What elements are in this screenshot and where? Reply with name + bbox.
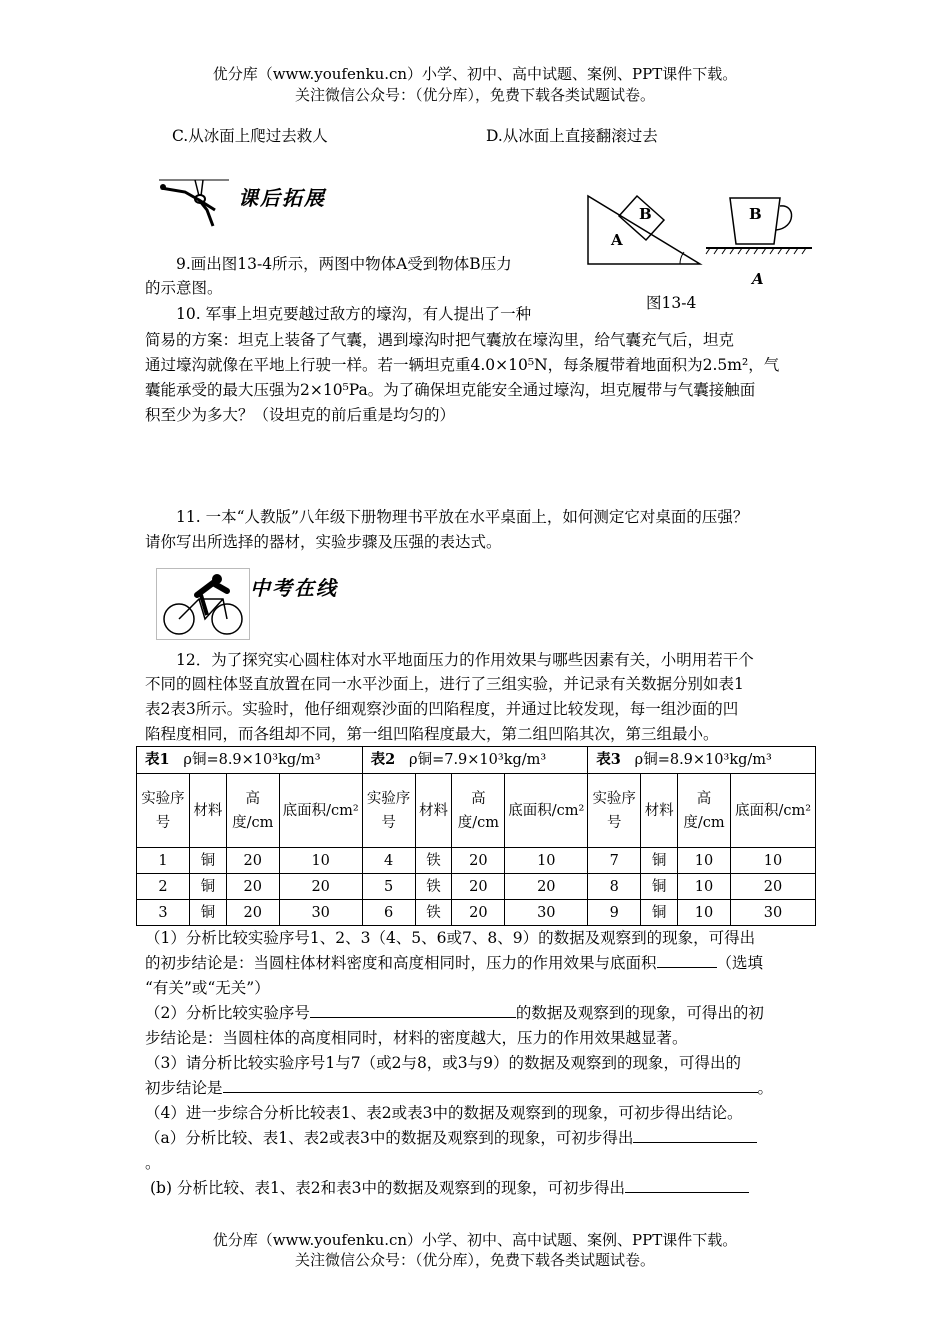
s1-line-1: （1）分析比较实验序号1、2、3（4、5、6或7、8、9）的数据及观察到的现象，可得出 bbox=[145, 929, 756, 947]
table-row bbox=[137, 874, 816, 900]
table-cell: 铜 bbox=[189, 874, 226, 900]
q10-line-1: 10. 军事上坦克要越过敌方的壕沟，有人提出了一种 bbox=[176, 305, 532, 323]
answer-blank[interactable] bbox=[633, 1128, 757, 1143]
col-header-material: 材料 bbox=[641, 774, 678, 848]
table-cell: 3 bbox=[137, 900, 190, 926]
figure-label-b2: B bbox=[749, 205, 762, 223]
q9-line-1: 9.画出图13-4所示，两图中物体A受到物体B压力 bbox=[176, 255, 512, 273]
table-cell: 20 bbox=[452, 900, 505, 926]
table-cell: 9 bbox=[588, 900, 641, 926]
table-group-header-row bbox=[137, 747, 816, 774]
q9-line-2: 的示意图。 bbox=[145, 279, 223, 297]
answer-blank[interactable] bbox=[657, 953, 717, 968]
section-title-extension: 课后拓展 bbox=[238, 186, 326, 210]
table-3-title: 表3 ρ铜=8.9×10³kg/m³ bbox=[588, 747, 816, 774]
table-cell: 铜 bbox=[189, 848, 226, 874]
s4-line: （4）进一步综合分析比较表1、表2或表3中的数据及观察到的现象，可初步得出结论。 bbox=[145, 1104, 743, 1122]
table-row bbox=[137, 848, 816, 874]
q11-line-1: 11. 一本“人教版”八年级下册物理书平放在水平桌面上，如何测定它对桌面的压强？ bbox=[176, 508, 749, 526]
answer-blank[interactable] bbox=[223, 1078, 758, 1093]
table-cell: 10 bbox=[731, 848, 816, 874]
col-header-area: 底面积/cm² bbox=[505, 774, 588, 848]
header-line-2: 关注微信公众号：（优分库），免费下载各类试题试卷。 bbox=[294, 86, 655, 104]
q11-line-2: 请你写出所选择的器材，实验步骤及压强的表达式。 bbox=[145, 533, 502, 551]
q12-line-1: 12．为了探究实心圆柱体对水平地面压力的作用效果与哪些因素有关，小明用若干个 bbox=[176, 651, 754, 669]
answer-blank[interactable] bbox=[625, 1178, 749, 1193]
q10-line-3: 通过壕沟就像在平地上行驶一样。若一辆坦克重4.0×10⁵N，每条履带着地面积为2.5m²，气 bbox=[145, 356, 780, 374]
table-cell: 8 bbox=[588, 874, 641, 900]
s4b-line: (b) 分析比较、表1、表2和表3中的数据及观察到的现象，可初步得出 bbox=[150, 1176, 749, 1201]
table-cell: 30 bbox=[731, 900, 816, 926]
col-header-area: 底面积/cm² bbox=[731, 774, 816, 848]
table-body bbox=[137, 848, 816, 926]
section-title-exam: 中考在线 bbox=[250, 576, 338, 600]
table-cell: 2 bbox=[137, 874, 190, 900]
s3-line-1: （3）请分析比较实验序号1与7（或2与8，或3与9）的数据及观察到的现象，可得出的 bbox=[145, 1054, 742, 1072]
table-cell: 10 bbox=[678, 848, 731, 874]
table-cell: 10 bbox=[279, 848, 362, 874]
table-cell: 铜 bbox=[641, 848, 678, 874]
figure-label-a2: A bbox=[752, 270, 764, 288]
col-header-height: 高度/cm bbox=[452, 774, 505, 848]
table-cell: 5 bbox=[362, 874, 415, 900]
table-cell: 20 bbox=[731, 874, 816, 900]
table-cell: 铁 bbox=[415, 848, 452, 874]
q10-line-2: 简易的方案：坦克上装备了气囊，遇到壕沟时把气囊放在壕沟里，给气囊充气后，坦克 bbox=[145, 331, 735, 349]
s1-line-3: “有关”或“无关”） bbox=[145, 979, 270, 997]
figure-caption: 图13-4 bbox=[646, 294, 697, 312]
table-cell: 铁 bbox=[415, 900, 452, 926]
table-cell: 4 bbox=[362, 848, 415, 874]
header-line-1: 优分库（www.youfenku.cn）小学、初中、高中试题、案例、PPT课件下载。 bbox=[212, 65, 738, 83]
table-cell: 6 bbox=[362, 900, 415, 926]
table-cell: 10 bbox=[678, 874, 731, 900]
table-cell: 7 bbox=[588, 848, 641, 874]
data-table bbox=[136, 746, 816, 926]
q10-line-4: 囊能承受的最大压强为2×10⁵Pa。为了确保坦克能安全通过壕沟，坦克履带与气囊接触面 bbox=[145, 381, 756, 399]
table-cell: 10 bbox=[505, 848, 588, 874]
col-header-height: 高度/cm bbox=[226, 774, 279, 848]
table-cell: 20 bbox=[226, 848, 279, 874]
col-header-material: 材料 bbox=[415, 774, 452, 848]
option-d: D.从冰面上直接翻滚过去 bbox=[486, 127, 658, 145]
table-2-title: 表2 ρ铜=7.9×10³kg/m³ bbox=[362, 747, 588, 774]
table-cell: 铜 bbox=[189, 900, 226, 926]
s1-line-2: 的初步结论是：当圆柱体材料密度和高度相同时，压力的作用效果与底面积 （选填 bbox=[145, 954, 764, 972]
q12-line-4: 陷程度相同，而各组却不同，第一组凹陷程度最大，第二组凹陷其次，第三组最小。 bbox=[145, 725, 719, 743]
col-header-serial: 实验序号 bbox=[588, 774, 641, 848]
table-cell: 30 bbox=[505, 900, 588, 926]
table-cell: 20 bbox=[505, 874, 588, 900]
table-cell: 1 bbox=[137, 848, 190, 874]
gymnast-icon bbox=[155, 166, 233, 230]
col-header-height: 高度/cm bbox=[678, 774, 731, 848]
table-cell: 铜 bbox=[641, 874, 678, 900]
table-row bbox=[137, 900, 816, 926]
figure-label-a: A bbox=[611, 231, 623, 249]
footer-line-2: 关注微信公众号：（优分库），免费下载各类试题试卷。 bbox=[294, 1251, 655, 1269]
figure-label-b: B bbox=[639, 205, 652, 223]
s2-line-1: （2）分析比较实验序号 的数据及观察到的现象，可得出的初 bbox=[145, 1004, 764, 1022]
cyclist-icon bbox=[156, 568, 250, 640]
table-cell: 20 bbox=[226, 874, 279, 900]
s4a-line: （a）分析比较、表1、表2或表3中的数据及观察到的现象，可初步得出 bbox=[145, 1126, 757, 1151]
table-1-title: 表1 ρ铜=8.9×10³kg/m³ bbox=[137, 747, 363, 774]
footer-line-1: 优分库（www.youfenku.cn）小学、初中、高中试题、案例、PPT课件下载。 bbox=[212, 1231, 738, 1249]
table-cell: 10 bbox=[678, 900, 731, 926]
table-cell: 20 bbox=[226, 900, 279, 926]
col-header-area: 底面积/cm² bbox=[279, 774, 362, 848]
col-header-material: 材料 bbox=[189, 774, 226, 848]
col-header-serial: 实验序号 bbox=[362, 774, 415, 848]
table-cell: 20 bbox=[452, 848, 505, 874]
table-column-header-row bbox=[137, 774, 816, 848]
table-cell: 铜 bbox=[641, 900, 678, 926]
s3-line-2: 初步结论是 。 bbox=[145, 1079, 774, 1097]
col-header-serial: 实验序号 bbox=[137, 774, 190, 848]
s2-line-2: 步结论是：当圆柱体的高度相同时，材料的密度越大，压力的作用效果越显著。 bbox=[145, 1029, 688, 1047]
table-cell: 20 bbox=[279, 874, 362, 900]
table-cell: 30 bbox=[279, 900, 362, 926]
option-c: C.从冰面上爬过去救人 bbox=[172, 127, 328, 145]
table-cell: 20 bbox=[452, 874, 505, 900]
answer-blank[interactable] bbox=[310, 1003, 516, 1018]
s4a-line-2: 。 bbox=[145, 1154, 161, 1172]
q12-line-3: 表2表3所示。实验时，他仔细观察沙面的凹陷程度，并通过比较发现，每一组沙面的凹 bbox=[145, 700, 739, 718]
q12-line-2: 不同的圆柱体竖直放置在同一水平沙面上，进行了三组实验，并记录有关数据分别如表1 bbox=[145, 675, 744, 693]
q10-line-5: 积至少为多大？（设坦克的前后重是均匀的） bbox=[145, 406, 456, 424]
table-cell: 铁 bbox=[415, 874, 452, 900]
